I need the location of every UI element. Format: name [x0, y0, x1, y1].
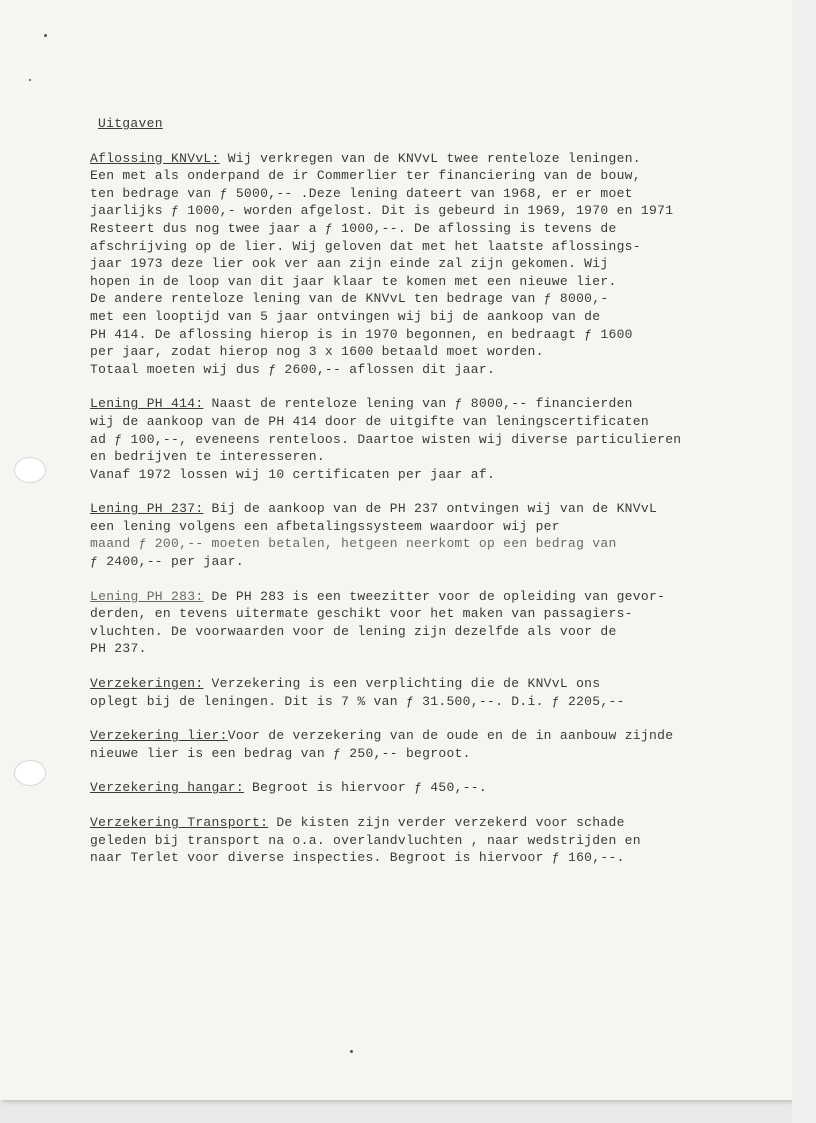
- paragraph-line: De andere renteloze lening van de KNVvL ten bedrage van ƒ 8000,-: [90, 291, 609, 307]
- section-heading: Uitgaven: [98, 116, 163, 131]
- paragraph-line: ten bedrage van ƒ 5000,-- .Deze lening dateert van 1968, er er moet: [90, 185, 633, 201]
- paragraph-label: Verzekering hangar:: [90, 780, 244, 796]
- paragraph-line: Verzekering Transport: De kisten zijn verder verzekerd voor schade: [90, 815, 625, 830]
- paragraph-line: vluchten. De voorwaarden voor de lening zijn dezelfde als voor de: [90, 623, 617, 639]
- punch-hole: [14, 760, 46, 786]
- paragraph-line: oplegt bij de leningen. Dit is 7 % van ƒ 31.500,--. D.i. ƒ 2205,--: [90, 693, 625, 709]
- paragraph-line: Verzekeringen: Verzekering is een verplichting die de KNVvL ons: [90, 676, 601, 692]
- paragraph-line: derden, en tevens uitermate geschikt voor het maken van passagiers-: [90, 606, 633, 622]
- paragraph-line: afschrijving op de lier. Wij geloven dat met het laatste aflossings-: [90, 238, 641, 254]
- typed-text: [90, 115, 780, 884]
- paragraph-label: Aflossing KNVvL:: [90, 150, 220, 166]
- paragraph-line: Verzekering lier:Voor de verzekering van de oude en de in aanbouw zijnde: [90, 728, 674, 744]
- paragraph-line: wij de aankoop van de PH 414 door de uitgifte van leningscertificaten: [90, 413, 649, 429]
- paragraph-line: Lening PH 414: Naast de renteloze lening van ƒ 8000,-- financierden: [90, 396, 633, 412]
- paragraph-line: ad ƒ 100,--, eveneens renteloos. Daartoe wisten wij diverse particulieren: [90, 431, 682, 447]
- paragraph-line: Resteert dus nog twee jaar a ƒ 1000,--. De aflossing is tevens de: [90, 220, 617, 236]
- paper-speck: [44, 34, 47, 37]
- paragraph-line: maand ƒ 200,-- moeten betalen, hetgeen neerkomt op een bedrag van: [90, 536, 617, 552]
- paragraph-line: jaar 1973 deze lier ook ver aan zijn einde zal zijn gekomen. Wij: [90, 256, 609, 272]
- paragraph-line: Vanaf 1972 lossen wij 10 certificaten per jaar af.: [90, 466, 496, 482]
- paragraph-label: Lening PH 414:: [90, 396, 204, 412]
- paragraph-line: jaarlijks ƒ 1000,- worden afgelost. Dit is gebeurd in 1969, 1970 en 1971: [90, 203, 674, 219]
- paragraph-label: Verzekering lier:: [90, 728, 228, 744]
- paragraph-line: naar Terlet voor diverse inspecties. Begroot is hiervoor ƒ 160,--.: [90, 850, 625, 866]
- paragraph-label: Lening PH 283:: [90, 588, 204, 604]
- paragraph-line: Een met als onderpand de ir Commerlier ter financiering van de bouw,: [90, 168, 641, 184]
- paragraph-line: PH 237.: [90, 641, 147, 657]
- paragraph-aflossing-knvvl: [90, 150, 780, 379]
- paragraph-line: ƒ 2400,-- per jaar.: [90, 554, 244, 570]
- paragraph-line: PH 414. De aflossing hierop is in 1970 begonnen, en bedraagt ƒ 1600: [90, 326, 633, 342]
- paragraph-line: Verzekering hangar: Begroot is hiervoor ƒ 450,--.: [90, 780, 487, 796]
- paragraph-lening-ph-237: [90, 500, 780, 570]
- paragraph-verzekering-hangar: [90, 779, 780, 797]
- scan-background: [792, 0, 816, 1123]
- paragraph-line: met een looptijd van 5 jaar ontvingen wij bij de aankoop van de: [90, 308, 601, 324]
- paper-speck: [29, 79, 31, 81]
- paragraph-label: Lening PH 237:: [90, 501, 204, 517]
- paragraph-lening-ph-283: [90, 588, 780, 658]
- paragraph-line: een lening volgens een afbetalingssysteem waardoor wij per: [90, 518, 560, 534]
- paragraph-line: Lening PH 237: Bij de aankoop van de PH 237 ontvingen wij van de KNVvL: [90, 501, 658, 517]
- paragraph-line: Lening PH 283: De PH 283 is een tweezitter voor de opleiding van gevor-: [90, 588, 666, 604]
- paragraph-lening-ph-414: [90, 395, 780, 483]
- paragraph-line: nieuwe lier is een bedrag van ƒ 250,-- begroot.: [90, 745, 471, 761]
- punch-hole: [14, 457, 46, 483]
- paragraph-line: Aflossing KNVvL: Wij verkregen van de KNVvL twee renteloze leningen.: [90, 150, 641, 166]
- paragraph-line: geleden bij transport na o.a. overlandvluchten , naar wedstrijden en: [90, 832, 641, 848]
- paragraph-verzekering-lier: [90, 727, 780, 762]
- paragraph-verzekeringen: [90, 675, 780, 710]
- paragraph-verzekering-transport: [90, 814, 780, 867]
- paragraph-label: Verzekeringen:: [90, 676, 204, 692]
- paper-speck: [350, 1050, 353, 1053]
- paragraph-line: hopen in de loop van dit jaar klaar te komen met een nieuwe lier.: [90, 273, 617, 289]
- paragraph-line: en bedrijven te interesseren.: [90, 449, 325, 465]
- paragraph-line: Totaal moeten wij dus ƒ 2600,-- aflossen dit jaar.: [90, 361, 496, 377]
- paragraph-line: per jaar, zodat hierop nog 3 x 1600 betaald moet worden.: [90, 344, 544, 360]
- paragraph-label: Verzekering Transport:: [90, 815, 269, 830]
